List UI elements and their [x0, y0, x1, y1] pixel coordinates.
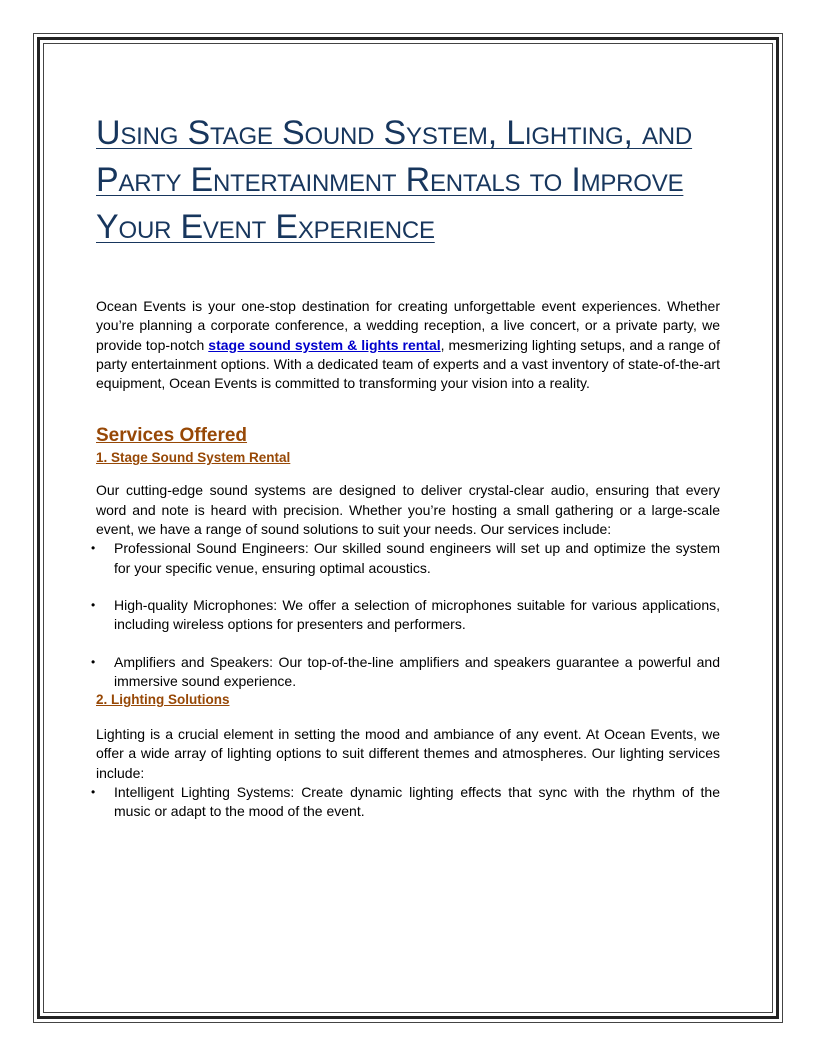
sound-services-list [91, 539, 720, 691]
bullet-icon: • [91, 597, 96, 612]
services-heading: Services Offered [96, 425, 248, 447]
section-heading-sound: 1. Stage Sound System Rental [96, 450, 291, 466]
section-heading-lighting: 2. Lighting Solutions [96, 692, 230, 708]
intro-text-after-link: , mesmerizing lighting setups, and a range of party entertainment options. With a dedicated team of experts and a vast inventory of state-of-the-art equipment, Ocean Events is committed to transforming your vision into a reality. [96, 336, 720, 392]
intro-paragraph [96, 297, 720, 393]
list-item-text: Intelligent Lighting Systems: Create dynamic lighting effects that sync with the rhythm of the music or adapt to the mood of the event. [114, 784, 720, 820]
list-item [91, 783, 720, 822]
list-item [91, 653, 720, 692]
list-item-text: Amplifiers and Speakers: Our top-of-the-line amplifiers and speakers guarantee a powerful and immersive sound experience. [114, 653, 720, 689]
bullet-icon: • [91, 541, 96, 556]
document-title: Using Stage Sound System, Lighting, and Party Entertainment Rentals to Improve Your Event Experience [96, 114, 693, 246]
list-item-text: High-quality Microphones: We offer a selection of microphones suitable for various applications, including wireless options for presenters and performers. [114, 596, 720, 633]
lighting-services-list [91, 783, 720, 822]
sound-lights-rental-link[interactable]: stage sound system & lights rental [208, 336, 441, 353]
section-paragraph-lighting: Lighting is a crucial element in setting the mood and ambiance of any event. At Ocean Events, we offer a wide array of lighting options to suit different themes and atmospheres. Our lighting services include: [96, 726, 720, 781]
list-item-text: Professional Sound Engineers: Our skilled sound engineers will set up and optimize the system for your specific venue, ensuring optimal acoustics. [114, 540, 720, 576]
list-item [91, 539, 720, 578]
intro-text-before-link: Ocean Events is your one-stop destination for creating unforgettable event experiences. Whether you’re planning a corporate conference, a wedding reception, a live concert, or a private party, we provide top-notch [96, 298, 720, 353]
bullet-icon: • [91, 785, 96, 800]
section-paragraph-sound: Our cutting-edge sound systems are designed to deliver crystal-clear audio, ensuring that every word and note is heard with precision. Whether you’re hosting a small gathering or a large-scale event, we have a range of sound solutions to suit your needs. Our services include: [96, 482, 720, 538]
bullet-icon: • [91, 654, 96, 669]
list-item [91, 596, 720, 635]
document-body [91, 110, 720, 822]
